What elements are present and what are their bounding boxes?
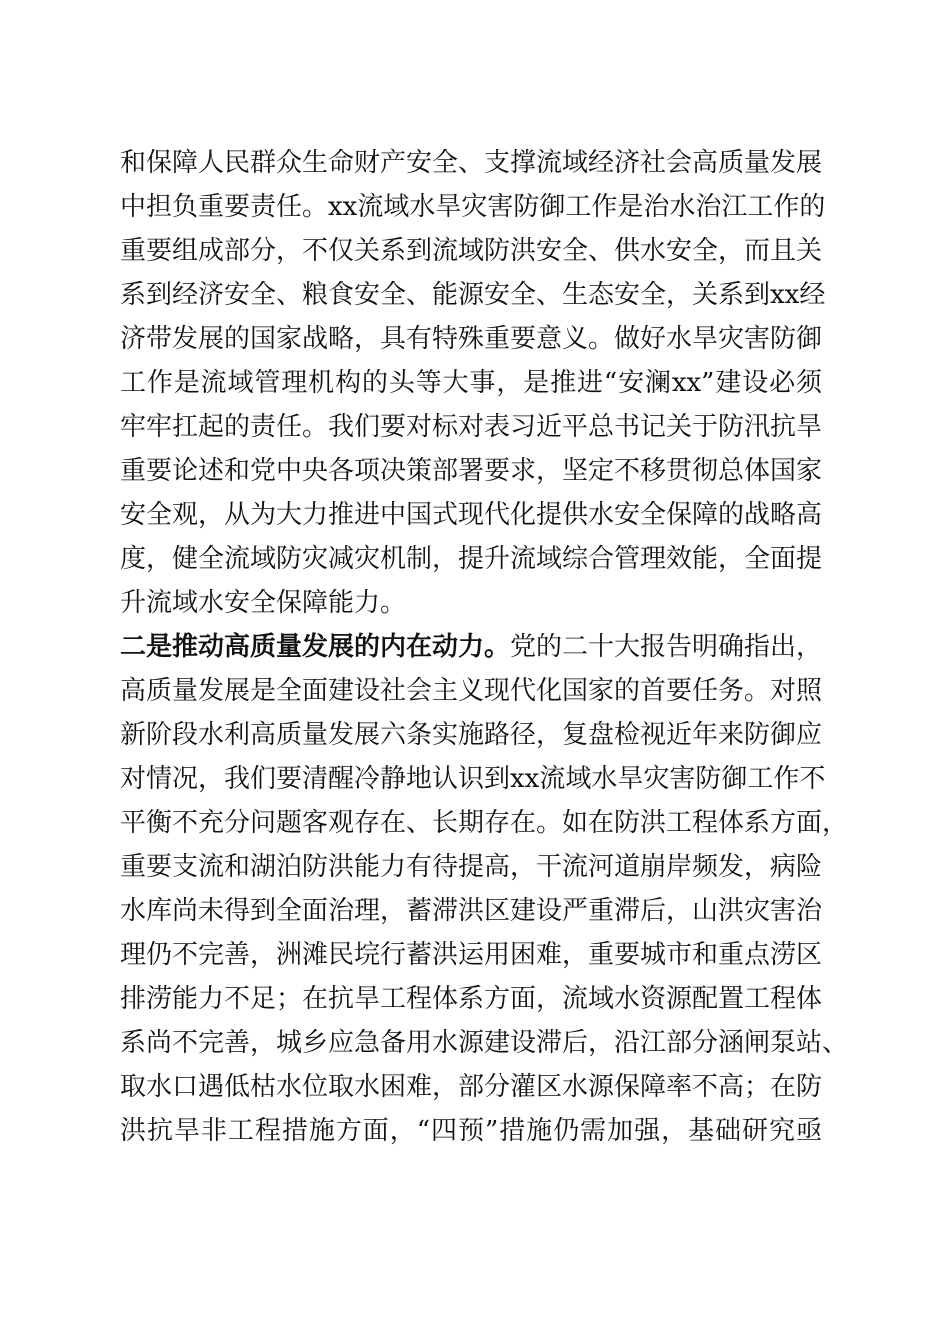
paragraph-first-line-text: 党的二十大报告明确指出， bbox=[510, 632, 823, 662]
text-line: 理仍不完善，洲滩民垸行蓄洪运用困难，重要城市和重点涝区 bbox=[120, 940, 823, 970]
text-line: 取水口遇低枯水位取水困难，部分灌区水源保障率不高；在防 bbox=[120, 1072, 823, 1102]
text-line: 重要组成部分，不仅关系到流域防洪安全、供水安全，而且关 bbox=[120, 236, 823, 266]
text-line: 济带发展的国家战略，具有特殊重要意义。做好水旱灾害防御 bbox=[120, 324, 823, 354]
text-line: 水库尚未得到全面治理，蓄滞洪区建设严重滞后，山洪灾害治 bbox=[120, 896, 823, 926]
text-line: 重要支流和湖泊防洪能力有待提高，干流河道崩岸频发，病险 bbox=[120, 852, 823, 882]
text-line: 和保障人民群众生命财产安全、支撑流域经济社会高质量发展 bbox=[120, 148, 823, 178]
text-line: 排涝能力不足；在抗旱工程体系方面，流域水资源配置工程体 bbox=[120, 984, 823, 1014]
text-line: 度，健全流域防灾减灾机制，提升流域综合管理效能，全面提 bbox=[120, 544, 823, 574]
text-line: 系到经济安全、粮食安全、能源安全、生态安全，关系到xx经 bbox=[120, 280, 826, 310]
text-line: 安全观，从为大力推进中国式现代化提供水安全保障的战略高 bbox=[120, 500, 823, 530]
document-page bbox=[120, 141, 849, 1153]
text-line: 中担负重要责任。xx流域水旱灾害防御工作是治水治江工作的 bbox=[120, 192, 826, 222]
text-line: 高质量发展是全面建设社会主义现代化国家的首要任务。对照 bbox=[120, 676, 823, 706]
text-line: 系尚不完善，城乡应急备用水源建设滞后，沿江部分涵闸泵站、 bbox=[120, 1028, 849, 1058]
paragraph-2 bbox=[120, 625, 849, 1153]
text-line: 新阶段水利高质量发展六条实施路径，复盘检视近年来防御应 bbox=[120, 720, 823, 750]
text-line: 工作是流域管理机构的头等大事，是推进“安澜xx”建设必须 bbox=[120, 368, 822, 398]
text-line: 牢牢扛起的责任。我们要对标对表习近平总书记关于防汛抗旱 bbox=[120, 412, 823, 442]
text-line: 对情况，我们要清醒冷静地认识到xx流域水旱灾害防御工作不 bbox=[120, 764, 826, 794]
paragraph-2-first-line bbox=[120, 625, 822, 669]
text-line: 平衡不充分问题客观存在、长期存在。如在防洪工程体系方面， bbox=[120, 808, 849, 838]
text-line: 洪抗旱非工程措施方面，“四预”措施仍需加强，基础研究亟 bbox=[120, 1116, 822, 1146]
paragraph-lead-heading: 二是推动高质量发展的内在动力。 bbox=[120, 632, 511, 662]
paragraph-1 bbox=[120, 141, 826, 625]
text-line: 重要论述和党中央各项决策部署要求，坚定不移贯彻总体国家 bbox=[120, 456, 823, 486]
text-line: 升流域水安全保障能力。 bbox=[120, 588, 407, 618]
